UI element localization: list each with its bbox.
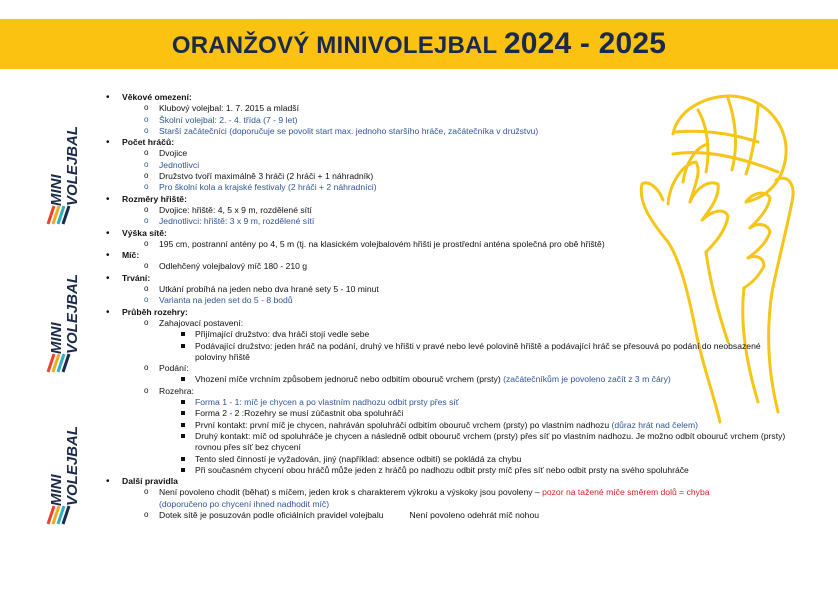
rules-content xyxy=(106,92,786,521)
page-title-years: 2024 - 2025 xyxy=(503,27,667,60)
serve-note: (začátečníkům je povoleno začít z 3 m čáry) xyxy=(503,374,671,385)
list-item xyxy=(159,374,786,385)
page-title-text: ORANŽOVÝ MINIVOLEJBAL xyxy=(171,32,504,59)
list-item: Druhý kontakt: míč od spoluhráče je chycen a následně odbit obouruč vrchem (prsty) přes síť po vlastním nadhozu. Je možno odbít obouruč vrchem (prsty) rovnou přes síť bez chycení xyxy=(159,431,786,454)
list-item xyxy=(106,476,786,521)
section-heading: Rozměry hřiště: xyxy=(122,193,187,204)
list-item xyxy=(106,250,786,273)
net-touch-extra: Není povoleno odehrát míč nohou xyxy=(409,509,540,520)
subsection-label: Rozehra: xyxy=(159,385,194,396)
list-item xyxy=(106,228,786,251)
serve-text: Vhození míče vrchním způsobem jednoruč nebo odbitím obouruč vrchem (prsty) xyxy=(195,374,504,385)
minivolejbal-logo xyxy=(40,400,90,528)
list-item: o Odlehčený volejbalový míč 180 - 210 g xyxy=(122,261,786,272)
walk-note-red: pozor na tažené míče směrem dolů = chyba xyxy=(542,487,710,498)
list-item: o Varianta na jeden set do 5 - 8 bodů xyxy=(122,295,786,306)
minivolejbal-logo xyxy=(40,100,90,228)
list-item: o Dvojice: hřiště: 4, 5 x 9 m, rozdělené sítí xyxy=(122,205,786,216)
rules-list xyxy=(106,92,786,521)
list-item: Forma 1 - 1: míč je chycen a po vlastním nadhozu odbit prsty přes síť xyxy=(159,397,786,408)
list-item: o Klubový volejbal: 1. 7. 2015 a mladší xyxy=(122,103,786,114)
list-item xyxy=(122,510,786,521)
section-heading: Průběh rozehry: xyxy=(122,306,188,317)
section-heading: Míč: xyxy=(122,250,140,261)
list-item xyxy=(106,194,786,228)
first-contact-text: První kontakt: první míč je chycen, nahráván spoluhráči odbitím obouruč vrchem (prsty) po vlastním nadhozu xyxy=(195,419,612,430)
list-item: o Starší začátečníci (doporučuje se povolit start max. jednoho staršího hráče, začátečníka v družstvu) xyxy=(122,126,786,137)
list-item: Přijímající družstvo: dva hráči stojí vedle sebe xyxy=(159,329,786,340)
walk-note-blue: (doporučeno po chycení ihned nadhodit míč) xyxy=(159,498,330,509)
list-item xyxy=(106,273,786,307)
net-touch-text: Dotek sítě je posuzován podle oficiálních pravidel volejbalu xyxy=(159,509,384,520)
list-item: o Školní volejbal: 2. - 4. třída (7 - 9 let) xyxy=(122,115,786,126)
section-heading: Trvání: xyxy=(122,272,151,283)
first-contact-note: (důraz hrát nad čelem) xyxy=(611,419,698,430)
section-heading: Počet hráčů: xyxy=(122,137,175,148)
list-item: o Utkání probíhá na jeden nebo dva hrané sety 5 - 10 minut xyxy=(122,284,786,295)
logo-volejbal-text: VOLEJBAL xyxy=(64,273,81,354)
list-item xyxy=(122,487,786,510)
logo-mini-text: MINI xyxy=(48,322,65,354)
list-item xyxy=(122,363,786,386)
list-item: o Jednotlivci: hřiště: 3 x 9 m, rozdělené sítí xyxy=(122,216,786,227)
list-item xyxy=(106,137,786,193)
logo-volejbal-text: VOLEJBAL xyxy=(64,125,81,206)
logo-column xyxy=(40,100,90,540)
title-banner xyxy=(0,19,838,69)
logo-mini-text: MINI xyxy=(48,474,65,506)
list-item: Při současném chycení obou hráčů může jeden z hráčů po nadhozu odbit prsty míč přes síť nebo odbit prsty na svého spoluhráče xyxy=(159,465,786,476)
list-item xyxy=(122,318,786,363)
list-item: o 195 cm, postranní antény po 4, 5 m (tj. na klasickém volejbalovém hřišti je prostřední anténa společná pro obě hřiště) xyxy=(122,239,786,250)
list-item: o Družstvo tvoří maximálně 3 hráči (2 hráči + 1 náhradník) xyxy=(122,171,786,182)
section-heading: Výška sítě: xyxy=(122,227,167,238)
section-heading: Další pravidla xyxy=(122,476,178,487)
list-item xyxy=(122,386,786,476)
logo-volejbal-text: VOLEJBAL xyxy=(64,425,81,506)
list-item: o Pro školní kola a krajské festivaly (2 hráči + 2 náhradníci) xyxy=(122,182,786,193)
list-item: Podávající družstvo: jeden hráč na podání, druhý ve hřišti v pravé nebo levé polovině hřiště a podávající hráč se přesouvá po podání do neobsazené poloviny hřiště xyxy=(159,341,786,364)
logo-mini-text: MINI xyxy=(48,174,65,206)
subsection-label: Podání: xyxy=(159,363,189,374)
list-item: Tento sled činností je vyžadován, jiný (například: absence odbití) se pokládá za chybu xyxy=(159,454,786,465)
list-item xyxy=(159,420,786,431)
list-item xyxy=(106,92,786,137)
subsection-label: Zahajovací postavení: xyxy=(159,317,244,328)
list-item: Forma 2 - 2 :Rozehry se musí zúčastnit oba spoluhráči xyxy=(159,408,786,419)
walk-text: Není povoleno chodit (běhat) s míčem, jeden krok s charakterem výkroku a výskoky jsou povoleny – xyxy=(159,487,543,498)
list-item xyxy=(106,307,786,476)
minivolejbal-logo-icon xyxy=(40,248,90,376)
list-item: o Jednotlivci xyxy=(122,160,786,171)
minivolejbal-logo-icon xyxy=(40,400,90,528)
page-title xyxy=(172,27,666,61)
minivolejbal-logo-icon xyxy=(40,100,90,228)
section-heading: Věkové omezení: xyxy=(122,92,192,102)
list-item: o Dvojice xyxy=(122,148,786,159)
minivolejbal-logo xyxy=(40,248,90,376)
